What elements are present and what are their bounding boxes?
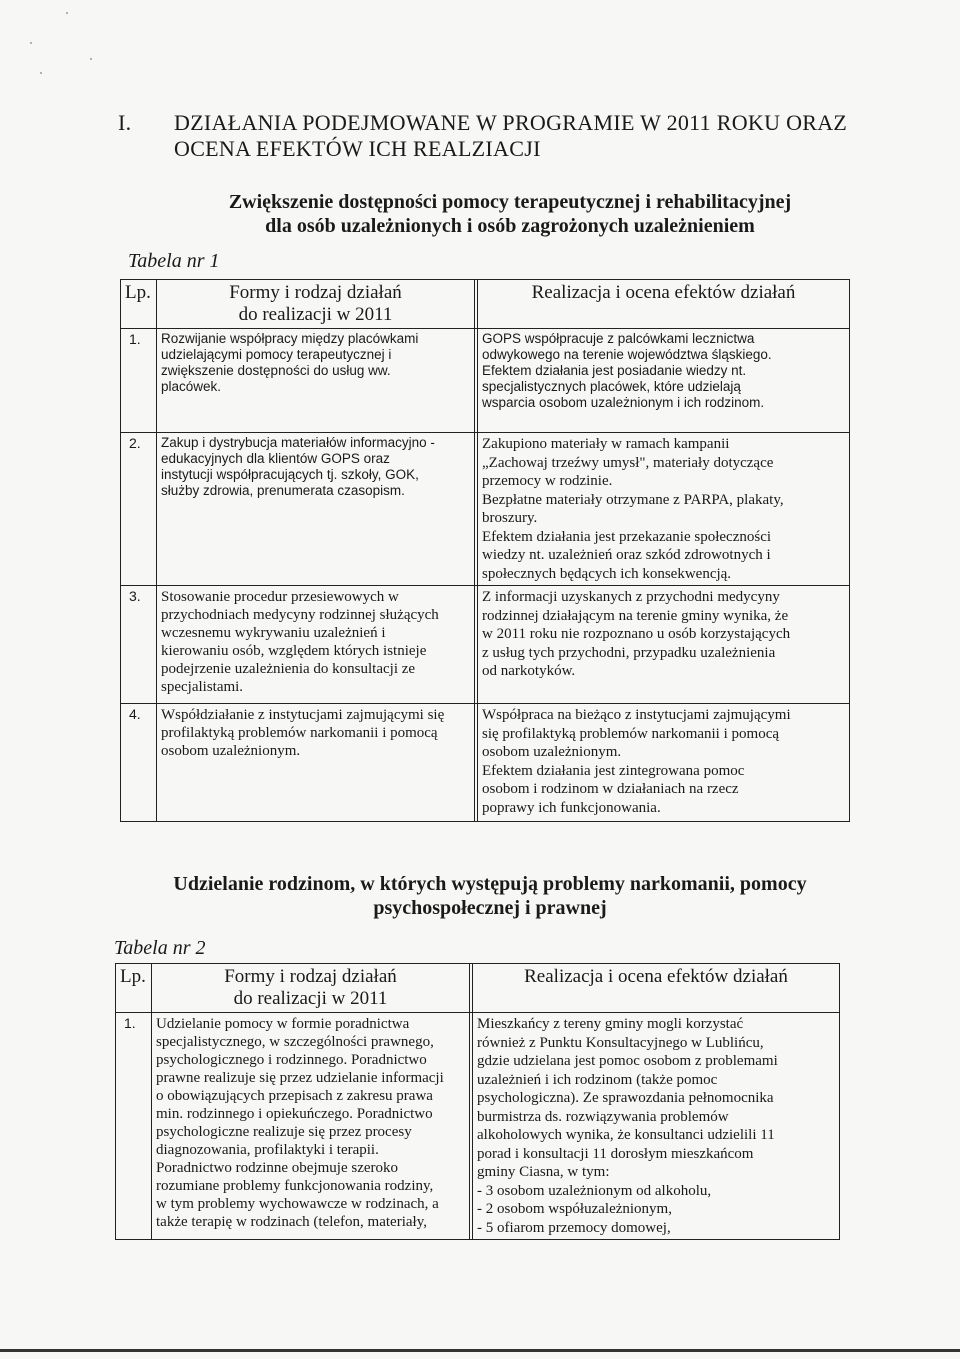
text-line: porad i konsultacji 11 dorosłym mieszkańcom — [477, 1145, 754, 1162]
row-realization-text — [478, 586, 850, 704]
text-line: edukacyjnych dla klientów GOPS oraz — [161, 451, 390, 466]
section-title-line1: DZIAŁANIA PODEJMOWANE W PROGRAMIE W 2011 ROKU ORAZ — [174, 110, 848, 135]
header-forms-line1: Formy i rodzaj działań — [229, 282, 402, 303]
text-line: podejrzenie uzależnienia do konsultacji ze — [161, 661, 416, 677]
header-forms-line1: Formy i rodzaj działań — [224, 966, 397, 987]
table-row — [121, 586, 850, 704]
text-line: przychodniach medycyny rodzinnej służących — [161, 607, 439, 623]
text-line: GOPS współpracuje z palcówkami lecznictwa — [482, 331, 755, 346]
text-line: specjalistami. — [161, 679, 244, 695]
text-line: Zakupiono materiały w ramach kampanii — [482, 436, 730, 452]
table1-caption: Tabela nr 1 — [128, 250, 220, 272]
table-row — [116, 1013, 840, 1240]
text-line: kierowaniu osób, względem których istnieje — [161, 643, 427, 659]
table2-subtitle-line2: psychospołecznej i prawnej — [373, 897, 607, 919]
text-line: specjalistycznego, w szczególności prawnego, — [156, 1034, 434, 1050]
table1-subtitle-line1: Zwiększenie dostępności pomocy terapeutycznej i rehabilitacyjnej — [228, 191, 792, 213]
text-line: - 3 osobom uzależnionym od alkoholu, — [477, 1182, 712, 1199]
table1-header-row — [121, 280, 850, 329]
text-line: psychologiczne realizuje się przez procesy — [156, 1124, 412, 1140]
text-line: instytucji współpracujących tj. szkoły, GOK, — [161, 467, 419, 482]
table-row — [121, 329, 850, 433]
text-line: się profilaktyką problemów narkomanii i pomocą — [482, 725, 780, 742]
text-line: Zakup i dystrybucja materiałów informacyjno - — [161, 435, 435, 450]
text-line: od narkotyków. — [482, 663, 576, 679]
text-line: o obowiązujących przepisach z zakresu prawa — [156, 1088, 433, 1104]
header-forms — [157, 280, 475, 329]
text-line: przemocy w rodzinie. — [482, 473, 613, 489]
scan-speck — [30, 42, 32, 44]
text-line: Poradnictwo rodzinne obejmuje szeroko — [156, 1160, 399, 1176]
table2-subtitle — [140, 872, 840, 920]
row-form-text — [157, 433, 475, 586]
text-line: „Zachowaj trzeźwy umysł", materiały dotyczące — [482, 454, 774, 471]
text-line: służby zdrowia, prenumerata czasopism. — [161, 483, 405, 498]
table2-subtitle-line1: Udzielanie rodzinom, w których występują problemy narkomanii, pomocy — [173, 873, 807, 895]
scan-speck — [90, 58, 92, 60]
text-line: Efektem działania jest zintegrowana pomoc — [482, 762, 745, 779]
header-realization: Realizacja i ocena efektów działań — [473, 964, 840, 1013]
header-lp: Lp. — [116, 964, 152, 1013]
row-number: 1. — [121, 329, 157, 433]
header-realization: Realizacja i ocena efektów działań — [478, 280, 850, 329]
text-line: osobom uzależnionym. — [482, 744, 622, 760]
text-line: Współdziałanie z instytucjami zajmującymi się — [161, 707, 445, 723]
table2-header-row — [116, 964, 840, 1013]
page-bottom-rule — [0, 1349, 960, 1352]
section-number: I. — [118, 110, 132, 135]
text-line: Rozwijanie współpracy między placówkami — [161, 331, 419, 346]
text-line: Mieszkańcy z tereny gminy mogli korzystać — [477, 1016, 744, 1032]
text-line: - 5 ofiarom przemocy domowej, — [477, 1219, 671, 1236]
table2-caption: Tabela nr 2 — [114, 937, 206, 959]
text-line: rozumiane problemy funkcjonowania rodziny, — [156, 1178, 434, 1194]
header-lp: Lp. — [121, 280, 157, 329]
text-line: odwykowego na terenie województwa śląskiego. — [482, 347, 772, 362]
text-line: również z Punktu Konsultacyjnego w Lublińcu, — [477, 1034, 764, 1051]
row-realization-text — [478, 704, 850, 822]
table2 — [115, 963, 840, 1240]
table1 — [120, 279, 850, 822]
row-form-text — [157, 586, 475, 704]
header-forms-line2: do realizacji w 2011 — [238, 304, 393, 325]
row-number: 2. — [121, 433, 157, 586]
row-number: 1. — [116, 1013, 152, 1240]
text-line: wiedzy nt. uzależnień oraz szkód zdrowotnych i — [482, 547, 771, 563]
table1-subtitle — [200, 190, 820, 238]
text-line: Efektem działania jest posiadanie wiedzy nt. — [482, 363, 747, 378]
text-line: broszury. — [482, 510, 538, 526]
text-line: burmistrza ds. rozwiązywania problemów — [477, 1108, 729, 1125]
text-line: Stosowanie procedur przesiewowych w — [161, 589, 399, 605]
header-forms-line2: do realizacji w 2011 — [233, 988, 388, 1009]
text-line: min. rodzinnego i opiekuńczego. Poradnictwo — [156, 1106, 433, 1122]
text-line: diagnozowania, profilaktyki i terapii. — [156, 1142, 379, 1158]
text-line: uzależnień i ich rodzinom (także pomoc — [477, 1071, 718, 1088]
text-line: - 2 osobom współuzależnionym, — [477, 1201, 672, 1217]
row-form-text — [157, 329, 475, 433]
text-line: Bezpłatne materiały otrzymane z PARPA, plakaty, — [482, 491, 784, 508]
text-line: zwiększenie dostępności do usług ww. — [161, 363, 391, 378]
text-line: osobom i rodzinom w działaniach na rzecz — [482, 781, 739, 797]
text-line: Efektem działania jest przekazanie społeczności — [482, 528, 772, 545]
text-line: prawne realizuje się przez udzielanie informacji — [156, 1070, 444, 1086]
text-line: gdzie udzielana jest pomoc osobom z problemami — [477, 1053, 778, 1069]
text-line: rodzinnej działającym na terenie gminy wynika, że — [482, 607, 789, 624]
text-line: osobom uzależnionym. — [161, 743, 301, 759]
table-row — [121, 433, 850, 586]
text-line: w tym problemy wychowawcze w rodzinach, a — [156, 1196, 439, 1212]
text-line: alkoholowych wynika, że konsultanci udzielili 11 — [477, 1127, 775, 1143]
text-line: w 2011 roku nie rozpoznano u osób korzystających — [482, 626, 791, 642]
text-line: poprawy ich funkcjonowania. — [482, 799, 661, 816]
text-line: społecznych będących ich konsekwencją. — [482, 565, 732, 582]
row-form-text — [152, 1013, 470, 1240]
text-line: wczesnemu wykrywaniu uzależnień i — [161, 625, 386, 641]
row-realization-text — [473, 1013, 840, 1240]
text-line: wsparcia osobom uzależnionym i ich rodzinom. — [482, 395, 765, 410]
scan-speck — [40, 72, 42, 74]
text-line: specjalistycznych placówek, które udzielają — [482, 379, 741, 394]
text-line: Współpraca na bieżąco z instytucjami zajmującymi — [482, 707, 791, 723]
text-line: z usług tych przychodni, przypadku uzależnienia — [482, 644, 776, 661]
text-line: gminy Ciasna, w tym: — [477, 1164, 610, 1180]
row-realization-text — [478, 329, 850, 433]
table1-subtitle-line2: dla osób uzależnionych i osób zagrożonych uzależnieniem — [265, 215, 755, 237]
row-realization-text — [478, 433, 850, 586]
text-line: także terapię w rodzinach (telefon, materiały, — [156, 1214, 427, 1230]
text-line: Udzielanie pomocy w formie poradnictwa — [156, 1016, 410, 1032]
table-row — [121, 704, 850, 822]
text-line: psychologicznego i rodzinnego. Poradnictwo — [156, 1052, 427, 1068]
text-line: placówek. — [161, 379, 222, 394]
header-forms — [152, 964, 470, 1013]
row-form-text — [157, 704, 475, 822]
text-line: udzielającymi pomocy terapeutycznej i — [161, 347, 392, 362]
row-number: 3. — [121, 586, 157, 704]
section-title-line2: OCENA EFEKTÓW ICH REALZIACJI — [174, 136, 541, 161]
text-line: psychologiczna). Ze sprawozdania pełnomocnika — [477, 1090, 774, 1106]
row-number: 4. — [121, 704, 157, 822]
text-line: Z informacji uzyskanych z przychodni medycyny — [482, 589, 780, 605]
scan-speck — [66, 12, 68, 14]
text-line: profilaktyką problemów narkomanii i pomocą — [161, 725, 438, 741]
